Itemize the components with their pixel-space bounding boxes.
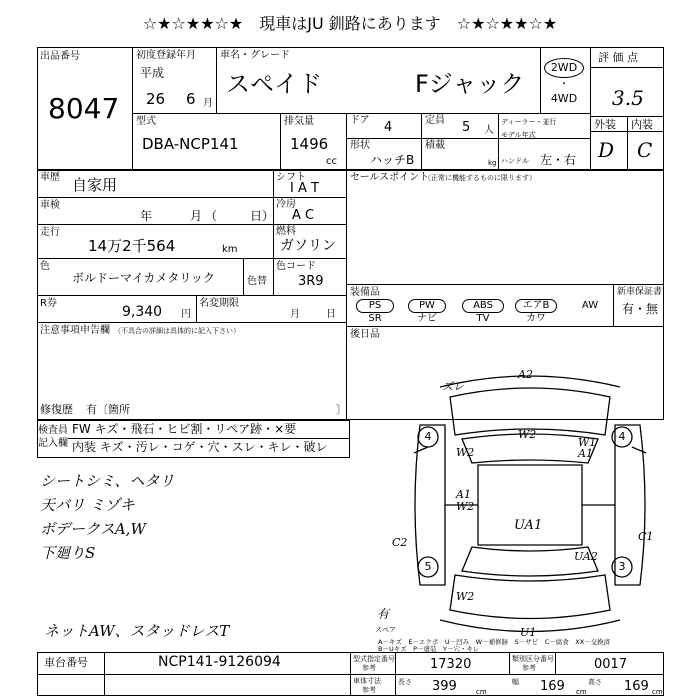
- history-value: 自家用: [72, 176, 118, 194]
- mark-c2: C2: [392, 536, 408, 549]
- capacity-value: 5: [462, 120, 471, 135]
- fuel-label: 燃料: [276, 226, 296, 237]
- drive-4wd: 4WD: [550, 92, 578, 105]
- divider: [350, 652, 351, 696]
- note-4: 下廻りS: [40, 544, 96, 562]
- divider: [509, 652, 510, 674]
- registration-era: 平成: [140, 66, 165, 80]
- divider: [627, 116, 628, 170]
- inspection-year-unit: 年: [140, 209, 153, 223]
- divider: [555, 652, 556, 674]
- divider: [132, 47, 133, 170]
- divider: [68, 438, 350, 439]
- notes-label: 注意事項申告欄: [40, 325, 110, 336]
- mark-w2-bottom: W2: [456, 590, 475, 603]
- registration-month-unit: 月: [203, 98, 213, 109]
- displacement-unit: cc: [326, 156, 337, 167]
- chassis-value: NCP141-9126094: [158, 654, 281, 670]
- recycle-unit: 円: [181, 309, 191, 320]
- divider: [104, 652, 105, 696]
- warranty-label: 新車保証書: [617, 287, 663, 297]
- recycle-label: R券: [40, 298, 57, 309]
- repair-value: 有〔箇所: [86, 403, 130, 416]
- drive-dot: ・: [559, 79, 569, 90]
- car-damage-diagram: [400, 365, 660, 645]
- equip-pw: PW: [408, 299, 446, 313]
- color-change-label: 色替: [247, 276, 267, 287]
- equip-abs: ABS: [462, 299, 504, 313]
- color-code-label: 色コード: [276, 261, 316, 272]
- mark-a2-top: A2: [518, 368, 533, 381]
- score-value: 3.5: [612, 86, 644, 110]
- shift-value: I A T: [290, 181, 319, 196]
- fuel-value: ガソリン: [280, 238, 336, 254]
- paren-close: ）: [262, 209, 275, 223]
- category-sub: 参考: [522, 664, 536, 672]
- sales-point-note: （正常に機能するものに限ります）: [424, 174, 536, 182]
- recycle-value: 9,340: [122, 304, 163, 320]
- note-3: ボデークスA,W: [40, 520, 146, 538]
- chassis-label: 車台番号: [44, 656, 88, 669]
- name-change-label: 名変期限: [199, 298, 239, 309]
- notes-note: （不具合の詳細は具体的に記入下さい）: [114, 327, 240, 335]
- mark-tire-rl: 5: [424, 560, 432, 573]
- equip-navi: ナビ: [417, 313, 437, 324]
- color-code-value: 3R9: [298, 274, 324, 289]
- mark-a1-right: A1: [578, 447, 593, 460]
- car-grade: Fジャック: [415, 70, 525, 98]
- divider: [216, 47, 217, 113]
- divider: [346, 284, 664, 285]
- divider: [132, 113, 590, 114]
- load-unit: kg: [488, 159, 497, 167]
- mark-zure: ズレ: [442, 380, 464, 393]
- sales-point-label: セールスポイント: [350, 172, 430, 183]
- category-label: 類別区分番号: [512, 655, 554, 663]
- height-value: 169: [624, 679, 649, 694]
- divider: [346, 138, 590, 139]
- mark-tire-rr: 3: [618, 560, 626, 573]
- divider: [498, 113, 499, 170]
- mileage-label: 走行: [40, 227, 60, 238]
- mark-w2-left: W2: [456, 446, 475, 459]
- divider: [346, 326, 664, 327]
- shape-label: 形状: [350, 140, 370, 151]
- note-2: 天バリ ミゾキ: [40, 496, 135, 514]
- equip-leather: カワ: [526, 313, 546, 324]
- width-unit: cm: [576, 688, 587, 696]
- type-designation-sub: 参考: [362, 664, 376, 672]
- color-label: 色: [40, 261, 50, 272]
- registration-year: 26: [146, 90, 166, 108]
- length-value: 399: [432, 679, 457, 694]
- aircon-label: 冷房: [276, 199, 296, 210]
- category-value: 0017: [594, 657, 628, 672]
- length-unit: cm: [476, 688, 487, 696]
- divider: [196, 295, 197, 322]
- legend-line-2: B－Uキズ P－塗装 Y－穴・キレ: [378, 645, 480, 653]
- capacity-unit: 人: [484, 125, 494, 136]
- mark-tire-fl: 4: [424, 430, 432, 443]
- inspection-day-unit: 日: [250, 209, 263, 223]
- mark-a1-left: A1: [456, 488, 471, 501]
- mark-w1: W1: [578, 436, 597, 449]
- divider: [37, 197, 346, 198]
- equip-aw: AW: [581, 300, 599, 311]
- registration-label: 初度登録年月: [136, 50, 196, 61]
- width-value: 169: [540, 679, 565, 694]
- note-5: ネットAW、スタッドレスT: [44, 622, 230, 640]
- lot-label: 出品番号: [40, 51, 80, 62]
- mileage-value: 14万2千564: [88, 237, 176, 255]
- name-change-month: 月: [290, 309, 300, 320]
- car-name: スペイド: [226, 70, 322, 98]
- model-year-label: モデル年式: [501, 131, 536, 139]
- handle-value: 左・右: [540, 153, 577, 167]
- divider: [421, 113, 422, 170]
- type-designation-label: 型式指定番号: [353, 655, 395, 663]
- name-change-day: 日: [326, 309, 336, 320]
- dimensions-sub: 参考: [362, 686, 376, 694]
- legend-line-1: A－キズ E－エクボ U－凹み W－補修跡 S－サビ C－腐食 XX－交換済: [378, 638, 611, 646]
- left-mirror: [414, 447, 428, 453]
- inspection-label: 車検: [40, 200, 60, 211]
- repair-label: 修復歴: [40, 403, 73, 416]
- score-label: 評 価 点: [598, 51, 638, 64]
- mark-ua2: UA2: [574, 550, 598, 563]
- divider: [395, 652, 396, 696]
- mark-w2-center: W2: [518, 428, 537, 441]
- interior-label: 内装: [631, 118, 653, 131]
- inspector-row-2: 内装 キズ・汚レ・コゲ・穴・スレ・キレ・破レ: [72, 440, 328, 454]
- equip-ps: PS: [356, 299, 394, 313]
- interior-value: C: [637, 138, 653, 162]
- aircon-value: A C: [292, 208, 315, 223]
- dimensions-label: 車体寸法: [353, 677, 381, 685]
- exterior-value: D: [598, 138, 615, 162]
- exterior-label: 外装: [594, 118, 616, 131]
- color-value: ボルドーマイカメタリック: [72, 271, 215, 285]
- mark-tire-fr: 4: [618, 430, 626, 443]
- equipment-label: 装備品: [350, 287, 380, 298]
- doors-label: ドア: [350, 115, 370, 126]
- model-label: 型式: [136, 116, 156, 127]
- height-unit: cm: [652, 688, 663, 696]
- warranty-value: 有・無: [622, 302, 659, 316]
- mark-c1: C1: [638, 530, 654, 543]
- repair-end: 〕: [336, 403, 347, 416]
- model-value: DBA-NCP141: [142, 135, 239, 153]
- note-1: シートシミ、ヘタリ: [40, 472, 175, 490]
- shape-value: ハッチB: [370, 153, 415, 167]
- dealer-label: ディーラー・並行: [501, 118, 557, 126]
- divider: [346, 170, 347, 420]
- divider: [37, 295, 346, 296]
- load-label: 積載: [425, 140, 445, 151]
- handle-label: ハンドル: [501, 157, 529, 165]
- drive-2wd: 2WD: [550, 61, 578, 74]
- divider: [613, 284, 614, 326]
- page-title: ☆★☆★★☆★ 現車はJU 釧路にあります ☆★☆★★☆★: [142, 14, 558, 33]
- mark-u1: U1: [520, 626, 537, 639]
- capacity-label: 定員: [425, 115, 445, 126]
- mileage-unit: km: [222, 244, 238, 255]
- registration-month: 6: [186, 90, 196, 108]
- divider: [346, 113, 347, 170]
- mark-spare: 有: [377, 607, 390, 621]
- divider: [590, 67, 664, 68]
- right-mirror: [632, 447, 646, 453]
- displacement-value: 1496: [290, 135, 329, 153]
- equip-airbag: エアB: [515, 299, 557, 313]
- divider: [37, 224, 346, 225]
- height-label: 高さ: [588, 678, 602, 686]
- width-label: 幅: [512, 678, 519, 686]
- divider: [37, 258, 346, 259]
- inspection-month-unit: 月: [190, 209, 203, 223]
- displacement-label: 排気量: [284, 116, 314, 127]
- inspector-label-2: 記入欄: [38, 438, 68, 449]
- paren-open: （: [205, 209, 218, 223]
- equip-tv: TV: [476, 313, 490, 324]
- inspector-row-1: FW キズ・飛石・ヒビ割・リペア跡・×要: [72, 422, 297, 436]
- roof: [478, 465, 582, 545]
- spare-label: スペア: [375, 626, 396, 634]
- mark-w2-left2: W2: [456, 500, 475, 513]
- mark-ua1: UA1: [514, 518, 543, 533]
- divider: [273, 170, 274, 295]
- divider: [243, 258, 244, 295]
- length-label: 長さ: [398, 678, 412, 686]
- type-designation-value: 17320: [430, 657, 472, 672]
- divider: [540, 47, 541, 113]
- equip-sr: SR: [368, 313, 382, 324]
- divider: [37, 322, 346, 323]
- divider: [590, 47, 591, 170]
- history-label: 車歴: [40, 172, 60, 183]
- lot-number: 8047: [48, 92, 120, 125]
- divider: [280, 113, 281, 170]
- inspector-label-1: 検査員: [38, 425, 68, 436]
- shift-label: シフト: [276, 172, 306, 183]
- rear-items-label: 後日品: [350, 329, 380, 340]
- doors-value: 4: [384, 120, 393, 135]
- car-name-label: 車名・グレード: [220, 50, 290, 61]
